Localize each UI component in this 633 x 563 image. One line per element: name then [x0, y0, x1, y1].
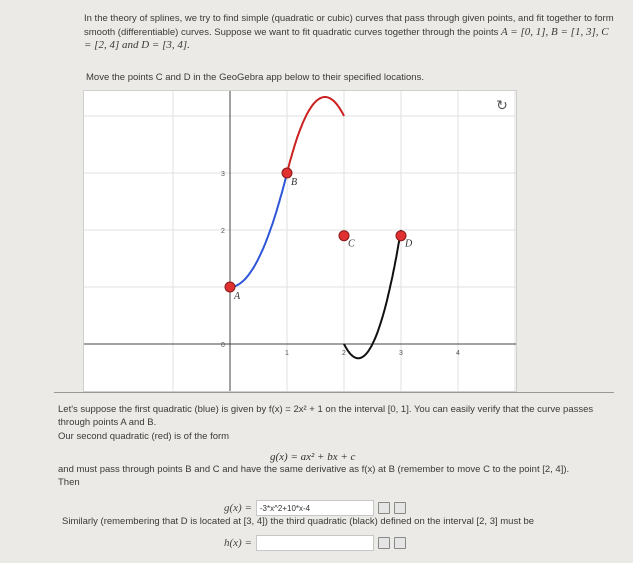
third-quadratic-text: Similarly (remembering that D is located at [3, 4]) the third quadratic (black) defined on the interval [2, 3] must be: [62, 516, 535, 527]
point-label-b: B: [291, 177, 298, 188]
derivative-condition-text: and must pass through points B and C and have the same derivative as f(x) at B (remember to move C to the point [2, 4]). Then: [58, 464, 570, 488]
g-answer-input[interactable]: [256, 500, 374, 516]
preview-icon[interactable]: [378, 502, 390, 514]
graph-canvas[interactable]: [84, 91, 516, 391]
refresh-icon[interactable]: ↻: [496, 97, 508, 113]
g-form-equation: g(x) = ax² + bx + c: [270, 451, 356, 463]
point-label-a: A: [234, 291, 241, 302]
geogebra-applet[interactable]: [83, 90, 517, 392]
first-quadratic-text: Let's suppose the first quadratic (blue) is given by f(x) = 2x² + 1 on the interval [0, 1]. You can easily verify that the curve passes through points A and B.: [58, 404, 594, 428]
points-definition: A = [0, 1], B = [1, 3], C = [2, 4] and D = [3, 4].: [84, 25, 609, 51]
y-tick-label: 3: [221, 171, 225, 178]
second-quadratic-text: Our second quadratic (red) is of the form: [58, 431, 230, 442]
point-label-c: C: [348, 238, 355, 250]
y-tick-label: 2: [221, 228, 225, 235]
red-quadratic-curve: [287, 97, 344, 173]
x-tick-label: 1: [285, 350, 289, 357]
x-tick-label: 3: [399, 350, 403, 357]
x-tick-label: 2: [342, 350, 346, 357]
h-answer-input[interactable]: [256, 535, 374, 551]
intro-text: In the theory of splines, we try to find simple (quadratic or cubic) curves that pass through given points, and fit together to form smooth (differentiable) curves. Suppose we want to fit quadratic curves together through the points: [84, 13, 614, 38]
intro-paragraph: [84, 13, 614, 53]
syntax-help-icon[interactable]: [394, 537, 406, 549]
divider: [54, 392, 614, 393]
h-label: h(x) =: [224, 537, 252, 549]
point-label-d: D: [405, 238, 413, 250]
y-tick-label: 0: [221, 342, 225, 349]
preview-icon[interactable]: [378, 537, 390, 549]
g-label: g(x) =: [224, 502, 252, 514]
x-tick-label: 4: [456, 350, 460, 357]
syntax-help-icon[interactable]: [394, 502, 406, 514]
h-answer-row: [224, 535, 406, 551]
g-answer-row: [224, 500, 406, 516]
move-instruction: Move the points C and D in the GeoGebra app below to their specified locations.: [86, 72, 424, 83]
